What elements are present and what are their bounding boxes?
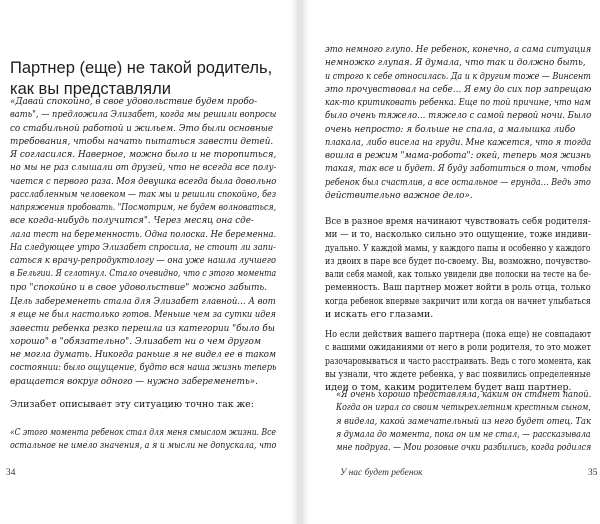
quote-block	[336, 389, 600, 455]
text-line: Цель забеременеть стала для Элизабет главной… А вот	[10, 297, 276, 307]
left-page	[0, 0, 297, 524]
text-line: вращается вокруг одного — нужно забеременеть».	[10, 376, 258, 387]
text-line: про "спокойно и в свое удовольствие" можно забыть.	[10, 282, 268, 293]
title-line: Партнер (еще) не такой родитель,	[10, 59, 273, 77]
text-line: вать", — предложила Элизабет, когда мы решили вопросы	[10, 110, 277, 121]
text-line: все когда-нибудь получится". Через месяц она сде-	[10, 216, 254, 227]
text-line: не могла думать. Никогда раньше я не видел ее в таком	[10, 350, 277, 360]
text-line: и искать его глазами.	[325, 308, 434, 320]
text-line: «С этого момента ребенок стал для меня смыслом жизни. Все	[10, 428, 276, 438]
text-line: вы узнали, что ждете ребенка, у вас появились определенные	[325, 368, 591, 380]
quote-block	[10, 296, 296, 389]
text-line: напряжения пробовать. "Посмотрим, не будем волноваться,	[10, 203, 277, 213]
quote-block	[10, 96, 310, 295]
text-line: состоянии: было ощущение, будто вся наша жизнь теперь	[10, 363, 277, 374]
text-line: хорошо" в "обязательно". Элизабет ни о чем другом	[10, 336, 262, 347]
text-line: вошла в режим "мама-робота": окей, теперь моя жизнь	[325, 151, 591, 161]
text-line: «Давай спокойно, в свое удовольствие будем пробо-	[10, 97, 258, 107]
text-line: было очень тяжело… тяжело с самой первой ночи. Было	[325, 111, 592, 122]
text-line: идеи о том, каким родителем будет ваш партнер.	[325, 382, 572, 393]
text-line: ребенок был счастлив, а все остальное — ерунда… Ведь это	[325, 177, 591, 188]
text-line: такая, так все и будет. Я буду заботиться о том, чтобы	[325, 164, 592, 175]
text-line: когда ребенок впервые закричит или когда он начнет улыбаться	[325, 295, 591, 307]
text-line: мне подруга. — Мои розовые очки разбились, когда родился	[336, 443, 592, 453]
text-line: саться к врачу-репродуктологу — она уже нашла лучшего	[10, 256, 276, 266]
chapter-title	[10, 58, 290, 100]
text-line: чается с первого раза. Моя девушка всегда была довольно	[10, 176, 277, 187]
text-line: я думала до момента, пока он им не стал, — рассказывала	[336, 429, 591, 440]
text-line: дуально. У каждой мамы, у каждого папы и особенно у каждого	[325, 242, 591, 254]
body-paragraph	[10, 398, 254, 411]
text-line: разочаровываться и часто расстраивать. Ведь с того момента, как	[325, 355, 592, 367]
text-line: расслабленным человеком — так мы и решили спокойно, без	[10, 189, 277, 200]
text-line: действительно важное дело».	[325, 190, 473, 201]
text-line: я видела, какой замечательный из него будет отец. Так	[336, 416, 591, 427]
text-line: с вашими ожиданиями от него в роли родителя, то это может	[325, 342, 592, 354]
page-number: 35	[588, 468, 598, 478]
text-line: На следующее утро Элизабет спросила, не стоит ли запи-	[10, 242, 276, 253]
text-line: очень непросто: я больше не спала, а малышка либо	[325, 124, 576, 135]
title-line: как вы представляли	[10, 80, 171, 98]
text-line: Но если действия вашего партнера (пока еще) не совпадают	[325, 329, 592, 340]
text-line: лала тест на беременность. Одна полоска. Не беременна.	[10, 229, 277, 240]
quote-block	[10, 427, 317, 454]
text-line: я еще не был настолько готов. Меньше чем за сутки идея	[10, 310, 276, 321]
text-line: завести ребенка резко перешла из категории "было бы	[10, 323, 275, 334]
text-line: плакала, либо висела на груди. Мне кажется, что я тогда	[325, 137, 592, 148]
text-line: как-то критиковать ребенка. Еще по той причине, что нам	[325, 98, 591, 108]
text-line: Я согласился. Наверное, можно было и не торопиться,	[10, 150, 277, 160]
text-line: в Бельгии. Я сглотнул. Стало очевидно, что с этого момента	[10, 269, 277, 280]
quote-block	[325, 44, 600, 203]
running-head: У нас будет ребенок	[340, 468, 423, 478]
text-line: немножко глупая. Я думала, что так и должно быть,	[325, 58, 586, 69]
text-line: остальное не имело значения, а я и мысли не допускала, что	[10, 441, 277, 452]
body-paragraph	[325, 328, 600, 394]
text-line: из двоих в паре все будет по-своему. Вы, возможно, почувство-	[325, 255, 591, 267]
text-line: это немного глупо. Не ребенок, конечно, а сама ситуация	[325, 45, 592, 55]
right-page	[303, 0, 600, 524]
text-line: со стабильной работой и жильем. Это были основные	[10, 123, 274, 134]
text-line: Элизабет описывает эту ситуацию точно так же:	[10, 399, 254, 410]
text-line: Когда он играл со своим четырехлетним крестным сыном,	[336, 403, 591, 414]
page-number: 34	[6, 468, 16, 478]
text-line: требования, чтобы начать пытаться завести детей.	[10, 136, 274, 147]
text-line: и строго к себе относилась. Да и к другим тоже — Винсент	[325, 71, 591, 82]
text-line: ременность. Ваш партнер может войти в роль отца, только	[325, 282, 591, 294]
text-line: ми — и то, насколько сильно это ощущение, тоже индиви-	[325, 229, 591, 241]
text-line: но мы не раз слышали от друзей, что не всегда все полу-	[10, 163, 277, 174]
text-line: Все в разное время начинают чувствовать себя родителя-	[325, 216, 591, 227]
body-paragraph	[325, 215, 600, 321]
text-line: вали себя мамой, как только увидели две полоски на тесте на бе-	[325, 269, 591, 280]
text-line: «Я очень хорошо представляла, каким он станет папой.	[336, 390, 592, 400]
text-line: это прочувствовал на себе… Я ему до сих пор запрещаю	[325, 84, 592, 95]
